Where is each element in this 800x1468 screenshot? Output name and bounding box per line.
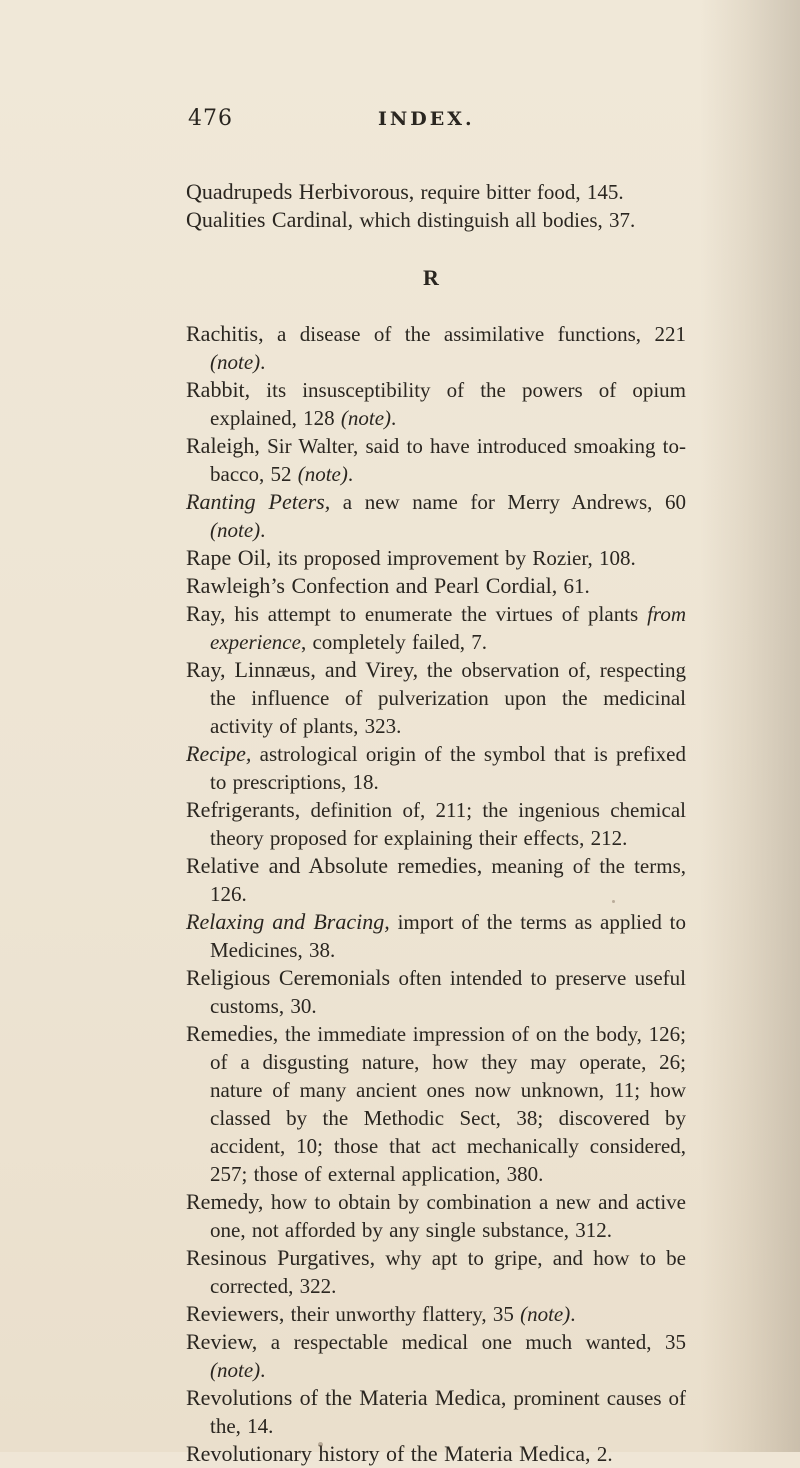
entry-heading: Religious Ceremonials [186,965,391,990]
index-entry [186,1244,686,1300]
index-entry [186,796,686,852]
entry-heading: Review, [186,1329,258,1354]
entry-heading: Raleigh, [186,433,260,458]
entry-heading: Recipe, [186,741,252,766]
entry-heading: Ray, Linnæus, and Virey, [186,657,419,682]
index-entry [186,1384,686,1440]
entry-heading: Revolutionary history of the Materia Medica, [186,1441,591,1466]
entry-heading: Ray, [186,601,226,626]
index-entry [186,432,686,488]
entry-heading: Remedies, [186,1021,279,1046]
entry-text: the immediate impression of on the body, 126; of a disgusting nature, how they may operate, 26; nature of many ancient ones now unknown, 11; how classed by the Methodic Sect, 38; discovered by accident, 10; those that act mechanically considered, 257; those of external application, 380. [210,1022,686,1186]
entry-tail: , completely failed, 7. [300,630,488,654]
paper-speck [612,900,615,903]
index-entry [186,488,686,544]
entry-heading: Rape Oil, [186,545,272,570]
entry-text: a respectable medical one much wanted, 35 [257,1330,686,1354]
entry-text: require bitter food, 145. [414,180,624,204]
entry-heading: Reviewers, [186,1301,285,1326]
entry-heading: Refrigerants, [186,797,301,822]
index-entry [186,908,686,964]
entry-heading: Qualities Cardinal, [186,207,354,232]
index-entry [186,600,686,656]
entry-text: definition of, 211; the ingenious chemical theory proposed for explaining their effects, 212. [210,798,686,850]
q-entries [186,178,686,234]
entry-text: which distinguish all bodies, 37. [353,208,636,232]
index-entry [186,964,686,1020]
page-header [188,106,658,142]
entry-heading: Rawleigh’s Confection and Pearl Cordial, [186,573,558,598]
entry-heading: Resinous Purgatives, [186,1245,376,1270]
index-entry [186,1020,686,1188]
index-entry [186,740,686,796]
index-entry [186,1188,686,1244]
entry-text: 61. [557,574,590,598]
entry-text: often intended to preserve useful customs, 30. [210,966,686,1018]
entry-tail: . [260,350,266,374]
entry-heading: Revolutions of the Materia Medica, [186,1385,507,1410]
entry-heading: Rabbit, [186,377,251,402]
entry-heading: Relaxing and Bracing, [186,909,390,934]
entry-heading: Rachitis, [186,321,264,346]
paper-speck [318,1442,323,1447]
entry-text: astrological origin of the symbol that is prefixed to prescriptions, 18. [210,742,686,794]
entry-note: (note) [210,350,261,374]
index-entry [186,178,686,206]
index-entry [186,656,686,740]
entry-text: its proposed improvement by Rozier, 108. [271,546,636,570]
entry-text: a new name for Merry Andrews, 60 [330,490,686,514]
entry-tail: . [347,462,354,486]
entry-text: its insusceptibility of the powers of opium explained, 128 [210,378,686,430]
entry-text: import of the terms as applied to Medicines, 38. [210,910,686,962]
index-entry [186,1328,686,1384]
running-title: INDEX. [378,108,475,130]
entry-text: 2. [590,1442,613,1466]
entry-text: why apt to gripe, and how to be corrected, 322. [210,1246,687,1298]
entry-text: Sir Walter, said to have introduced smoaking tobacco, 52 [210,434,686,486]
entry-note: (note) [520,1302,571,1326]
page-number: 476 [188,106,233,131]
entry-note: from experience [210,602,686,654]
entry-note: (note) [210,1358,261,1382]
entry-text: meaning of the terms, 126. [210,854,686,906]
entry-tail: . [391,406,397,430]
entry-text: a disease of the assimilative functions, 221 [263,322,686,346]
entry-tail: . [570,1302,576,1326]
index-entry [186,1300,686,1328]
index-entry [186,852,686,908]
entry-note: (note) [297,462,348,486]
entry-text: how to obtain by combination a new and active one, not afforded by any single substance, 312. [210,1190,686,1242]
section-letter: R [423,265,439,290]
entry-note: (note) [340,406,392,430]
index-entry [186,320,686,376]
index-entry [186,376,686,432]
entry-text: his attempt to enumerate the virtues of plants [225,602,648,626]
entry-text: their unworthy flattery, 35 [284,1302,521,1326]
index-entry [186,544,686,572]
entry-tail: . [260,518,266,542]
entry-text: prominent causes of the, 14. [210,1386,686,1438]
index-entry [186,206,686,234]
entry-heading: Relative and Absolute remedies, [186,853,483,878]
index-content [186,178,686,1468]
entry-note: (note) [210,518,261,542]
index-entry [186,572,686,600]
entry-text: the observation of, respecting the influence of pulverization upon the medicinal activity of plants, 323. [210,658,686,738]
entry-heading: Quadrupeds Herbivorous, [186,179,415,204]
entry-heading: Remedy, [186,1189,264,1214]
entry-tail: . [260,1358,266,1382]
r-entries [186,320,686,1468]
index-entry [186,1440,686,1468]
entry-heading: Ranting Peters, [186,489,331,514]
